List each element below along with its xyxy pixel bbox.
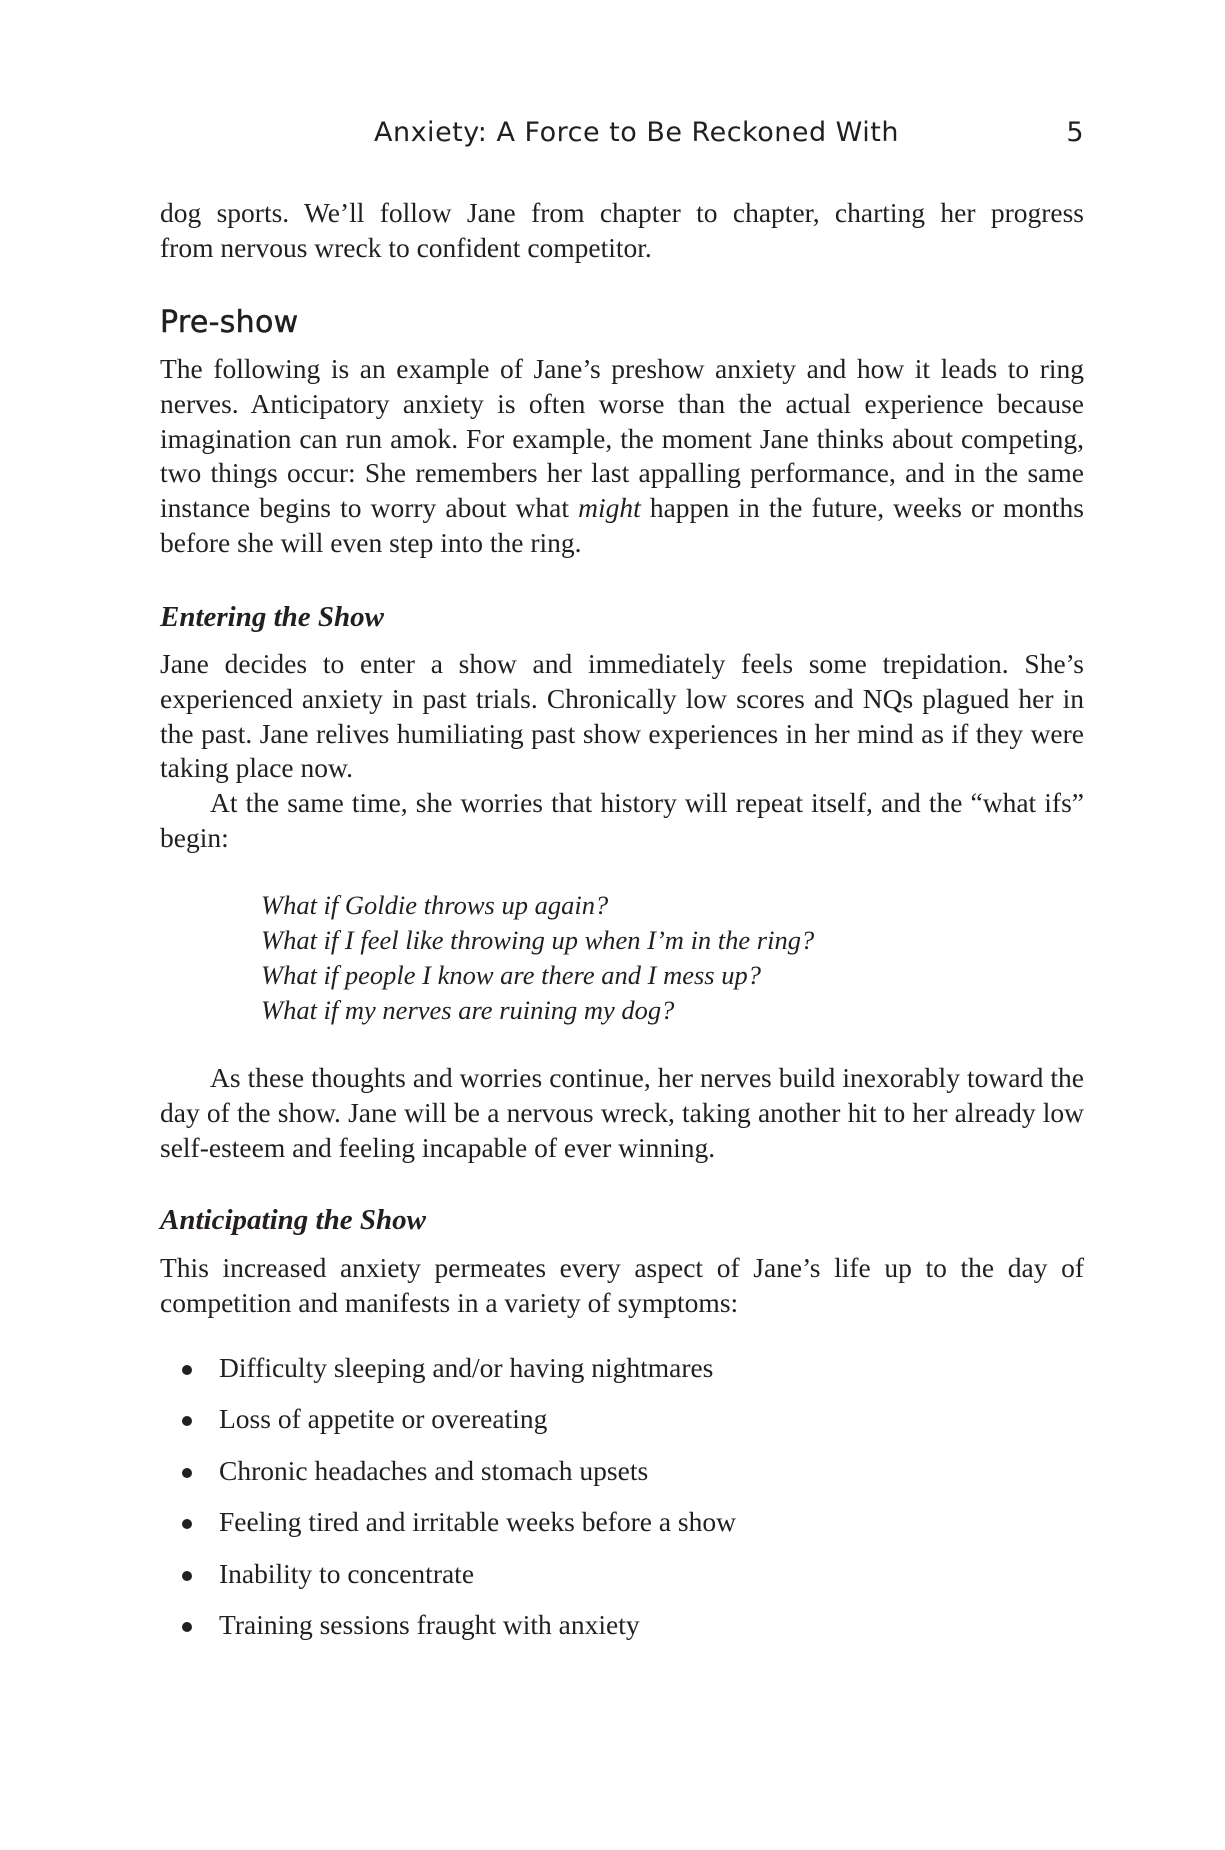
entering-paragraph-2: At the same time, she worries that history will repeat itself, and the “what ifs” begin: <box>160 787 1084 853</box>
intro-line-2: from nervous wreck to confident competitor. <box>160 231 652 263</box>
list-item <box>160 1558 1084 1609</box>
list-item <box>160 1352 1084 1403</box>
anticipating-paragraph: This increased anxiety permeates every aspect of Jane’s life up to the day of competition and manifests in a variety of symptoms: <box>160 1252 1084 1318</box>
subheading-entering-the-show: Entering the Show <box>160 601 385 633</box>
what-if-list <box>261 888 814 1028</box>
bullet-icon <box>182 1519 192 1529</box>
list-item <box>160 1506 1084 1557</box>
running-head <box>160 117 1084 157</box>
entering-paragraph-1: Jane decides to enter a show and immediately feels some trepidation. She’s experienced anxiety in past trials. Chronically low scores and NQs plagued her in the past. Jane relives humiliating past show experiences in her mind as if they were taking place now. <box>160 648 1084 784</box>
symptom-text: Feeling tired and irritable weeks before a show <box>219 1506 736 1538</box>
bullet-icon <box>182 1416 192 1426</box>
subheading-anticipating-the-show: Anticipating the Show <box>160 1204 426 1236</box>
entering-paragraph-3: As these thoughts and worries continue, her nerves build inexorably toward the day of the show. Jane will be a nervous wreck, taking another hit to her already low self-esteem and feeling incapable of ever winning. <box>160 1062 1084 1163</box>
bullet-icon <box>182 1365 192 1375</box>
symptom-text: Inability to concentrate <box>219 1557 475 1589</box>
list-item <box>160 1403 1084 1454</box>
list-item <box>160 1455 1084 1506</box>
running-title: Anxiety: A Force to Be Reckoned With <box>374 117 899 148</box>
preshow-emphasis: might <box>578 492 641 524</box>
what-if-line: What if people I know are there and I mess up? <box>261 960 761 990</box>
intro-line-1: dog sports. We’ll follow Jane from chapter to chapter, charting her progress <box>160 197 1084 228</box>
symptom-text: Loss of appetite or overeating <box>219 1403 548 1435</box>
bullet-icon <box>182 1468 192 1478</box>
what-if-line: What if Goldie throws up again? <box>261 890 609 920</box>
bullet-icon <box>182 1622 192 1632</box>
symptom-text: Difficulty sleeping and/or having nightmares <box>219 1352 714 1383</box>
symptom-text: Chronic headaches and stomach upsets <box>219 1454 649 1486</box>
preshow-text <box>160 352 1084 561</box>
preshow-text-before: The following is an example of Jane’s preshow anxiety and how it leads to ring nerves. Anticipatory anxiety is often worse than the actual experience because imagination can run amok. For example, the moment Jane thinks about competing, two things occur: She remembers her last appalling performance, and in the same instance begins to worry about what <box>160 353 1084 524</box>
intro-paragraph <box>160 196 1084 266</box>
symptom-text: Training sessions fraught with anxiety <box>219 1608 640 1640</box>
what-if-line: What if I feel like throwing up when I’m in the ring? <box>261 925 815 955</box>
entering-paragraph-3-block <box>160 1061 1084 1165</box>
symptom-list <box>160 1352 1084 1660</box>
what-if-line: What if my nerves are ruining my dog? <box>261 995 675 1025</box>
entering-paragraphs <box>160 647 1084 856</box>
page-number: 5 <box>1066 117 1084 148</box>
anticipating-paragraph-block <box>160 1251 1084 1321</box>
section-heading-preshow: Pre-show <box>160 305 299 340</box>
list-item <box>160 1609 1084 1660</box>
preshow-text-after: happen in the future, weeks or months before she will even step into the ring. <box>160 492 1084 558</box>
bullet-icon <box>182 1571 192 1581</box>
preshow-paragraph <box>160 352 1084 561</box>
